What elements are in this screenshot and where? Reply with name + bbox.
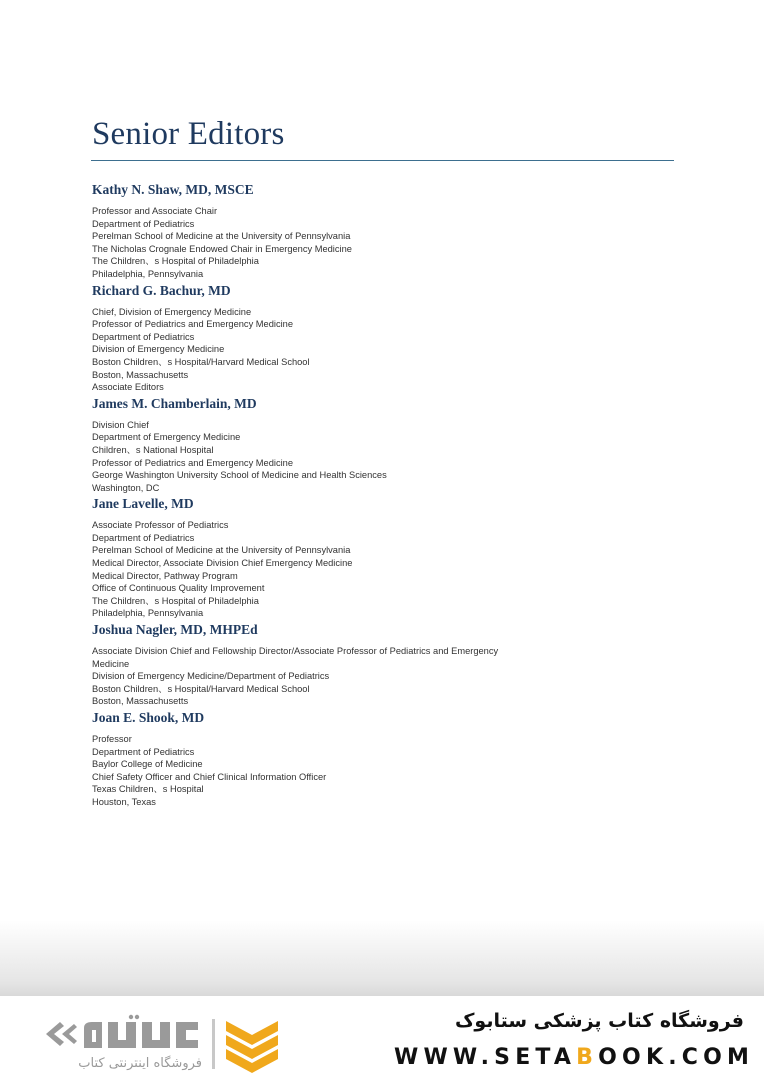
editor-affiliation-line: George Washington University School of Medicine and Health Sciences — [92, 470, 387, 481]
editor-affiliation-line: Office of Continuous Quality Improvement — [92, 583, 265, 594]
editor-name: Kathy N. Shaw, MD, MSCE — [92, 182, 254, 197]
editor-entry — [92, 495, 692, 620]
editor-name: Richard G. Bachur, MD — [92, 282, 231, 298]
editor-entry — [92, 709, 692, 809]
store-url[interactable] — [394, 1045, 755, 1070]
editor-affiliation-line: Associate Division Chief and Fellowship Director/Associate Professor of Pediatrics and Emergency — [92, 646, 499, 657]
editor-name: Joshua Nagler, MD, MHPEd — [92, 622, 258, 638]
store-name-persian: فروشگاه کتاب پزشکی ستابوک — [454, 1010, 744, 1032]
editor-affiliation-line: Boston, Massachusetts — [92, 696, 189, 707]
url-highlight-letter: B — [576, 1045, 599, 1070]
editor-affiliation-line: The Children、s Hospital of Philadelphia — [92, 595, 259, 606]
editor-affiliation-line: Medicine — [92, 658, 130, 669]
editor-affiliation-line: Philadelphia, Pennsylvania — [92, 608, 204, 619]
editor-affiliation-line: Department of Pediatrics — [92, 331, 195, 342]
editor-affiliation-line: Medical Director, Associate Division Chief Emergency Medicine — [92, 558, 353, 569]
editor-affiliation-line: Professor of Pediatrics and Emergency Medicine — [92, 457, 294, 468]
editor-affiliation-line: Philadelphia, Pennsylvania — [92, 268, 204, 279]
editor-affiliation-line: Children、s National Hospital — [92, 444, 214, 455]
editor-affiliation-line: Department of Pediatrics — [92, 746, 195, 757]
book-stack-logo-icon — [212, 1015, 292, 1073]
editor-affiliation-line: Division of Emergency Medicine/Department of Pediatrics — [92, 671, 330, 682]
editor-affiliation-line: Department of Emergency Medicine — [92, 432, 241, 443]
editor-affiliation-line: Houston, Texas — [92, 796, 156, 807]
editor-affiliation-line: Boston Children、s Hospital/Harvard Medical School — [92, 356, 310, 367]
editor-affiliation-line: Perelman School of Medicine at the University of Pennsylvania — [92, 231, 351, 242]
editor-affiliation-line: Chief Safety Officer and Chief Clinical Information Officer — [92, 771, 327, 782]
editor-entry — [92, 621, 692, 708]
editor-affiliation-line: Medical Director, Pathway Program — [92, 570, 238, 581]
page-title: Senior Editors — [92, 116, 285, 152]
editor-affiliation-line: Perelman School of Medicine at the University of Pennsylvania — [92, 545, 351, 556]
editor-affiliation-line: Professor — [92, 734, 132, 744]
editor-affiliation-line: Department of Pediatrics — [92, 218, 195, 229]
editor-affiliation-line: Professor and Associate Chair — [92, 206, 218, 216]
editor-affiliation-line: Washington, DC — [92, 482, 160, 493]
url-suffix: OOK.COM — [598, 1045, 755, 1070]
editor-affiliation-line: Associate Professor of Pediatrics — [92, 520, 229, 531]
editor-entry — [92, 181, 692, 281]
editor-entry — [92, 282, 692, 394]
editor-affiliation-line: Boston Children、s Hospital/Harvard Medical School — [92, 683, 310, 694]
title-divider — [91, 160, 674, 161]
editor-affiliation-line: The Children、s Hospital of Philadelphia — [92, 256, 259, 267]
editor-list — [92, 181, 692, 810]
editor-name: Joan E. Shook, MD — [92, 710, 205, 725]
editor-affiliation-line: Professor of Pediatrics and Emergency Medicine — [92, 319, 294, 330]
editor-name: James M. Chamberlain, MD — [92, 395, 257, 411]
logo-subtitle: فروشگاه اینترنتی کتاب — [78, 1056, 202, 1071]
editor-affiliation-line: Associate Editors — [92, 382, 164, 393]
editor-affiliation-line: Department of Pediatrics — [92, 532, 195, 543]
editor-name: Jane Lavelle, MD — [92, 496, 194, 512]
editor-affiliation-line: Chief, Division of Emergency Medicine — [92, 306, 252, 317]
editor-affiliation-line: Division of Emergency Medicine — [92, 344, 225, 355]
editor-affiliation-line: Baylor College of Medicine — [92, 759, 203, 770]
editor-entry — [92, 395, 692, 495]
editor-affiliation-line: The Nicholas Crognale Endowed Chair in Emergency Medicine — [92, 243, 352, 254]
editor-affiliation-line: Boston, Massachusetts — [92, 369, 189, 380]
url-prefix: WWW.SETA — [394, 1045, 577, 1070]
editor-affiliation-line: Texas Children、s Hospital — [92, 784, 204, 795]
page-bottom-shadow — [0, 920, 764, 996]
setabook-logo-wordmark — [38, 1014, 206, 1054]
editor-affiliation-line: Division Chief — [92, 419, 149, 430]
